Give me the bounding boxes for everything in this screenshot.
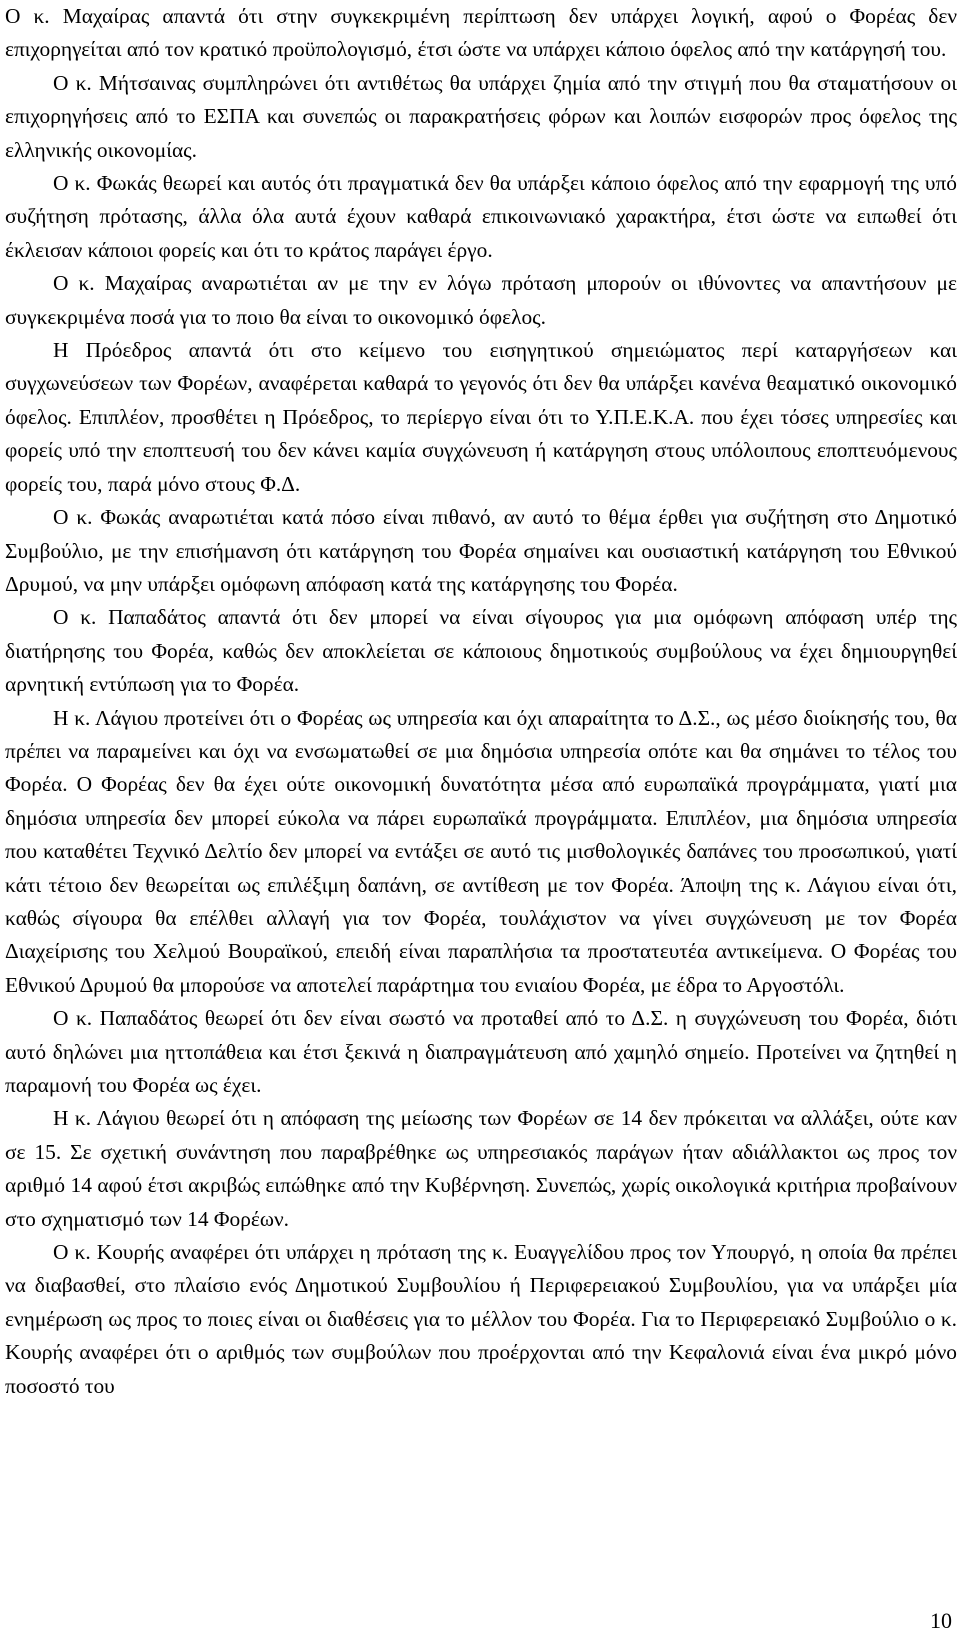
paragraph: Ο κ. Φωκάς θεωρεί και αυτός ότι πραγματικά δεν θα υπάρξει κάποιο όφελος από την εφαρμογή της υπό συζήτηση πρότασης, άλλα όλα αυτά έχουν καθαρά επικοινωνιακό χαρακτήρα, έτσι ώστε να ειπωθεί ότι έκλεισαν κάποιοι φορείς και ότι το κράτος παράγει έργο. <box>5 171 957 262</box>
paragraph: Ο κ. Φωκάς αναρωτιέται κατά πόσο είναι πιθανό, αν αυτό το θέμα έρθει για συζήτηση στο Δημοτικό Συμβούλιο, με την επισήμανση ότι κατάργηση του Φορέα σημαίνει και ουσιαστική κατάργηση του Εθνικού Δρυμού, να μην υπάρξει ομόφωνη απόφαση κατά της κατάργησης του Φορέα. <box>5 505 957 596</box>
document-page <box>5 0 957 1403</box>
paragraph: Ο κ. Μήτσαινας συμπληρώνει ότι αντιθέτως θα υπάρχει ζημία από την στιγμή που θα σταματήσουν οι επιχορηγήσεις από το ΕΣΠΑ και συνεπώς οι παρακρατήσεις φόρων και λοιπών εισφορών προς όφελος της ελληνικής οικονομίας. <box>5 70 957 162</box>
paragraph: Ο κ. Παπαδάτος απαντά ότι δεν μπορεί να είναι σίγουρος για μια ομόφωνη απόφαση υπέρ της διατήρησης του Φορέα, καθώς δεν αποκλείεται σε κάποιους δημοτικούς συμβούλους να έχει δημιουργηθεί αρνητική εντύπωση για το Φορέα. <box>5 605 957 697</box>
paragraph: Η κ. Λάγιου προτείνει ότι ο Φορέας ως υπηρεσία και όχι απαραίτητα το Δ.Σ., ως μέσο διοίκησής του, θα πρέπει να παραμείνει και όχι να ενσωματωθεί σε μια δημόσια υπηρεσία οπότε και θα σημάνει το τέλος του Φορέα. Ο Φορέας δεν θα έχει ούτε οικονομική δυνατότητα μέσα από ευρωπαϊκά προγράμματα, γιατί μια δημόσια υπηρεσία δεν μπορεί εύκολα να πάρει ευρωπαϊκά προγράμματα. Επιπλέον, μια δημόσια υπηρεσία που καταθέτει Τεχνικό Δελτίο δεν μπορεί να εντάξει σε αυτό τις μισθολογικές δαπάνες του προσωπικού, γιατί κάτι τέτοιο δεν θεωρείται ως επιλέξιμη δαπάνη, σε αντίθεση με τον Φορέα. Άποψη της κ. Λάγιου είναι ότι, καθώς σίγουρα θα επέλθει αλλαγή για τον Φορέα, τουλάχιστον να γίνει συγχώνευση με τον Φορέα Διαχείρισης του Χελμού Βουραϊκού, επειδή είναι παραπλήσια τα προστατευτέα αντικείμενα. Ο Φορέας του Εθνικού Δρυμού θα μπορούσε να αποτελεί παράρτημα του ενιαίου Φορέα, με έδρα το Αργοστόλι. <box>5 705 957 997</box>
paragraph: Ο κ. Μαχαίρας αναρωτιέται αν με την εν λόγω πρόταση μπορούν οι ιθύνοντες να απαντήσουν με συγκεκριμένα ποσά για το ποιο θα είναι το οικονομικό όφελος. <box>5 271 957 329</box>
page-number: 10 <box>930 1608 952 1633</box>
paragraph: Ο κ. Μαχαίρας απαντά ότι στην συγκεκριμένη περίπτωση δεν υπάρχει λογική, αφού ο Φορέας δεν επιχορηγείται από τον κρατικό προϋπολογισμό, έτσι ώστε να υπάρχει κάποιο όφελος από την κατάργησή του. <box>5 4 957 62</box>
paragraph: Η Πρόεδρος απαντά ότι στο κείμενο του εισηγητικού σημειώματος περί καταργήσεων και συγχωνεύσεων των Φορέων, αναφέρεται καθαρά το γεγονός ότι δεν θα υπάρξει κανένα θεαματικό οικονομικό όφελος. Επιπλέον, προσθέτει η Πρόεδρος, το περίεργο είναι ότι το Υ.Π.Ε.Κ.Α. που έχει τόσες υπηρεσίες και φορείς υπό την εποπτευσή του δεν κάνει καμία συγχώνευση ή κατάργηση στους υπόλοιπους εποπτευόμενους φορείς του, παρά μόνο στους Φ.Δ. <box>5 338 957 496</box>
paragraph: Ο κ. Παπαδάτος θεωρεί ότι δεν είναι σωστό να προταθεί από το Δ.Σ. η συγχώνευση του Φορέα, διότι αυτό δηλώνει μια ηττοπάθεια και έτσι ξεκινά η διαπραγμάτευση από χαμηλό σημείο. Προτείνει να ζητηθεί η παραμονή του Φορέα ως έχει. <box>5 1006 957 1097</box>
paragraph: Ο κ. Κουρής αναφέρει ότι υπάρχει η πρόταση της κ. Ευαγγελίδου προς τον Υπουργό, η οποία θα πρέπει να διαβασθεί, στο πλαίσιο ενός Δημοτικού Συμβουλίου ή Περιφερειακού Συμβουλίου, για να υπάρξει μία ενημέρωση ως προς το ποιες είναι οι διαθέσεις για το μέλλον του Φορέα. Για το Περιφερειακό Συμβούλιο ο κ. Κουρής αναφέρει ότι ο αριθμός των συμβούλων που προέρχονται από την Κεφαλονιά είναι ένα μικρό μόνο ποσοστό του <box>5 1240 957 1398</box>
paragraph: Η κ. Λάγιου θεωρεί ότι η απόφαση της μείωσης των Φορέων σε 14 δεν πρόκειται να αλλάξει, ούτε καν σε 15. Σε σχετική συνάντηση που παραβρέθηκε ως υπηρεσιακός παράγων ήταν αδιάλλακτοι ως προς τον αριθμό 14 αφού έτσι ακριβώς ειπώθηκε από την Κυβέρνηση. Συνεπώς, χωρίς οικολογικά κριτήρια προβαίνουν στο σχηματισμό των 14 Φορέων. <box>5 1106 957 1231</box>
